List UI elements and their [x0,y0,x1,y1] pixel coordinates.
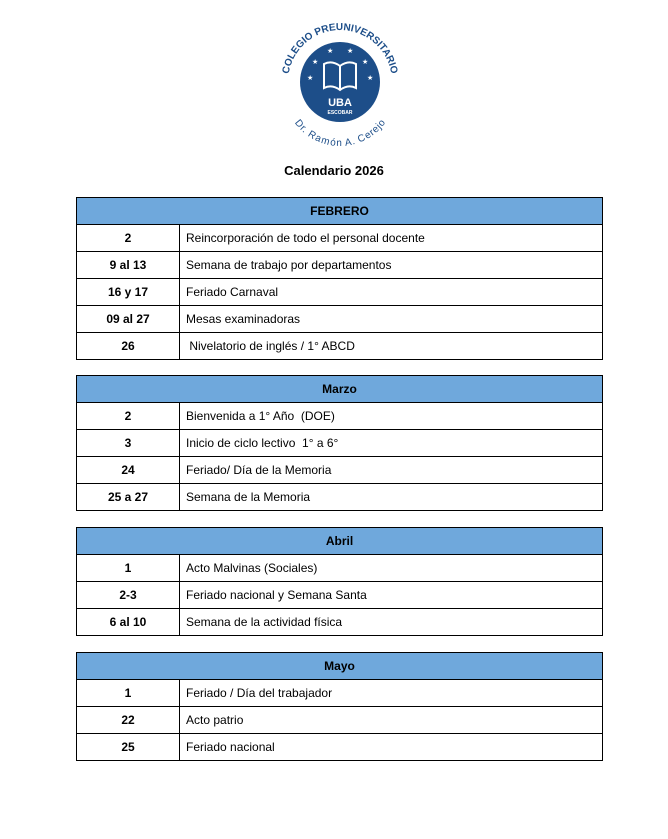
event-description: Semana de la actividad física [180,609,603,636]
event-date: 25 a 27 [77,484,180,511]
event-description: Feriado/ Día de la Memoria [180,457,603,484]
month-header: FEBRERO [77,198,603,225]
event-description: Feriado Carnaval [180,279,603,306]
table-row [77,430,603,457]
event-date: 6 al 10 [77,609,180,636]
event-date: 25 [77,734,180,761]
event-date: 24 [77,457,180,484]
event-description: Bienvenida a 1° Año (DOE) [180,403,603,430]
svg-text:★: ★ [307,75,314,82]
event-description: Feriado / Día del trabajador [180,680,603,707]
svg-text:★: ★ [312,59,319,66]
event-date: 2-3 [77,582,180,609]
event-description: Feriado nacional [180,734,603,761]
month-header: Abril [77,528,603,555]
table-row [77,225,603,252]
event-description: Nivelatorio de inglés / 1° ABCD [180,333,603,360]
event-description: Semana de la Memoria [180,484,603,511]
table-row [77,609,603,636]
table-row [77,279,603,306]
month-header: Marzo [77,376,603,403]
table-row [77,680,603,707]
event-description: Inicio de ciclo lectivo 1° a 6° [180,430,603,457]
svg-text:★: ★ [327,48,334,55]
event-date: 9 al 13 [77,252,180,279]
logo-uba: UBA [328,97,352,109]
month-table [76,527,603,636]
table-row [77,555,603,582]
event-date: 1 [77,555,180,582]
logo-escobar: ESCOBAR [327,110,353,116]
event-date: 1 [77,680,180,707]
table-row [77,333,603,360]
month-table [76,652,603,761]
event-date: 26 [77,333,180,360]
event-date: 09 al 27 [77,306,180,333]
month-table [76,197,603,360]
event-description: Reincorporación de todo el personal docente [180,225,603,252]
logo-bottom-text: Dr. Ramón A. Cerejo [292,117,388,150]
event-date: 2 [77,403,180,430]
table-row [77,734,603,761]
page-title: Calendario 2026 [284,163,384,178]
svg-text:Dr. Ramón A. Cerejo [292,117,388,149]
event-date: 16 y 17 [77,279,180,306]
svg-text:★: ★ [367,75,374,82]
event-description: Semana de trabajo por departamentos [180,252,603,279]
table-row [77,457,603,484]
event-description: Feriado nacional y Semana Santa [180,582,603,609]
month-header: Mayo [77,653,603,680]
event-date: 3 [77,430,180,457]
table-row [77,707,603,734]
logo-top-text: COLEGIO PREUNIVERSITARIO [280,21,400,75]
event-date: 2 [77,225,180,252]
svg-text:★: ★ [362,59,369,66]
table-row [77,403,603,430]
event-description: Acto patrio [180,707,603,734]
event-date: 22 [77,707,180,734]
event-description: Mesas examinadoras [180,306,603,333]
table-row [77,306,603,333]
table-row [77,484,603,511]
month-table [76,375,603,511]
table-row [77,582,603,609]
table-row [77,252,603,279]
school-logo [274,20,406,150]
svg-text:★: ★ [347,48,354,55]
event-description: Acto Malvinas (Sociales) [180,555,603,582]
